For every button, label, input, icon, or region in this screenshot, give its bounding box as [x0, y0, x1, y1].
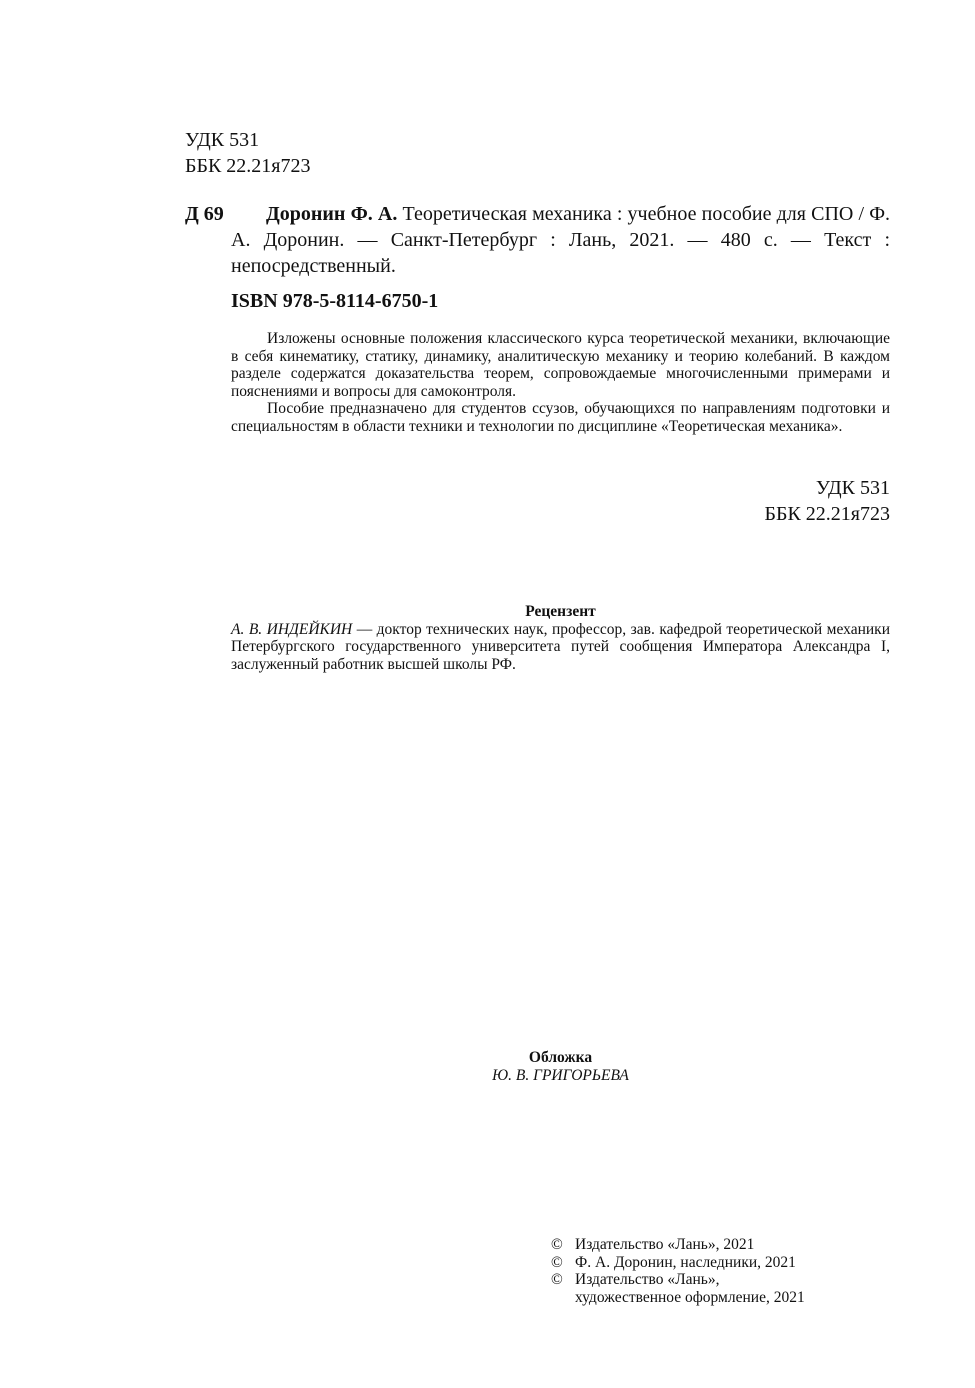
bibliographic-description: Теоретическая механика : учебное пособие для СПО / Ф. А. Доронин. — Санкт-Петербург : Лань, 2021. — 480 с. — Текст : непосредственный.: [231, 203, 891, 277]
reviewer-name: А. В. ИНДЕЙКИН: [231, 620, 353, 638]
bbk-code: ББК 22.21я723: [185, 155, 311, 177]
bbk-code: ББК 22.21я723: [764, 503, 890, 525]
copyright-icon: ©: [551, 1271, 563, 1289]
cover-credit: [231, 1049, 890, 1084]
copyright-line: [551, 1236, 805, 1254]
cover-heading: Обложка: [528, 1049, 593, 1066]
author-name: Доронин Ф. А.: [266, 203, 398, 225]
bibliographic-text: [231, 201, 890, 279]
udk-code: УДК 531: [185, 129, 260, 151]
udk-code: УДК 531: [815, 477, 890, 499]
copyright-text: Издательство «Лань»,: [575, 1271, 720, 1289]
annotation-paragraph: Пособие предназначено для студентов ссузов, обучающихся по направлениям подготовки и специальностям в области техники и технологии по дисциплине «Теоретическая механика».: [231, 400, 890, 435]
annotation: [231, 330, 890, 436]
reviewer-description: — доктор технических наук, профессор, зав. кафедрой теоретической механики Петербургского государственного университета путей сообщения Императора Александра I, заслуженный работник высшей школы РФ.: [231, 620, 890, 673]
copyright-text: Издательство «Лань», 2021: [575, 1236, 755, 1253]
author-mark: Д 69: [185, 203, 224, 225]
copyright-text: Ф. А. Доронин, наследники, 2021: [575, 1253, 796, 1271]
reviewer-body: [231, 621, 890, 674]
copyright-block: [551, 1236, 805, 1306]
copyright-icon: ©: [551, 1236, 563, 1253]
isbn: ISBN 978-5-8114-6750-1: [231, 290, 439, 312]
copyright-line: [551, 1254, 805, 1272]
footer-classification: [764, 475, 890, 527]
annotation-paragraph: Изложены основные положения классического курса теоретической механики, включающие в себя кинематику, статику, динамику, аналитическую механику и теорию колебаний. В каждом разделе содержатся доказательства теорем, сопровождаемые многочисленными примерами и пояснениями и вопросы для самоконтроля.: [231, 330, 890, 400]
reviewer-heading: Рецензент: [525, 603, 596, 620]
copyright-text-continued: художественное оформление, 2021: [575, 1288, 805, 1306]
copyright-line: [551, 1271, 805, 1289]
bibliographic-record: [185, 201, 890, 279]
header-classification: [185, 127, 311, 179]
cover-designer-name: Ю. В. ГРИГОРЬЕВА: [492, 1066, 629, 1084]
reviewer-section: [231, 603, 890, 673]
copyright-icon: ©: [551, 1253, 563, 1271]
